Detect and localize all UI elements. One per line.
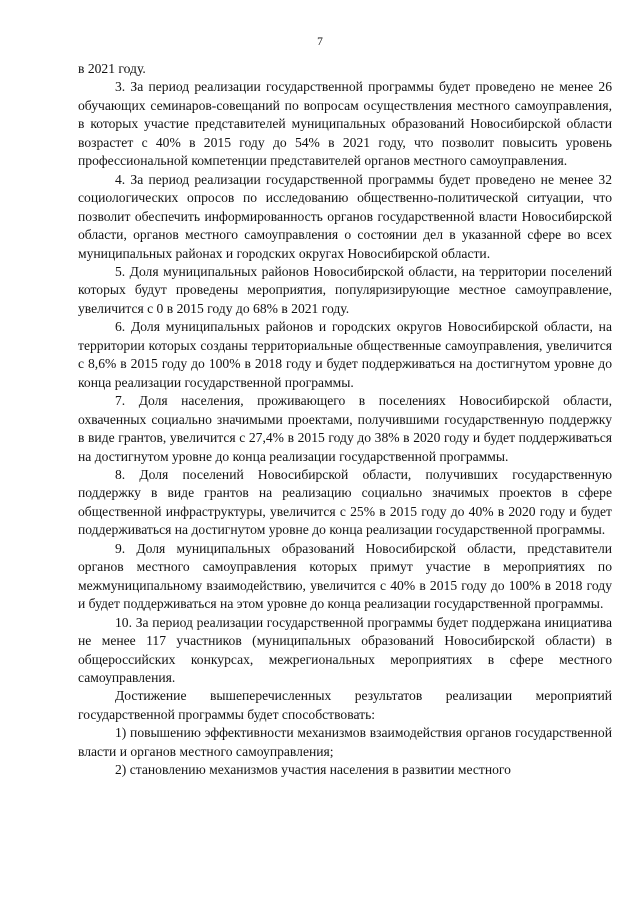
document-body [78, 60, 612, 780]
paragraph-item-3: 3. За период реализации государственной программы будет проведено не менее 26 обучающих семинаров-совещаний по вопросам осуществления местного самоуправления, в которых участие представителей муниципальных образований Новосибирской области возрастет с 40% в 2015 году до 54% в 2021 году, что позволит повысить уровень профессиональной компетенции представителей органов местного самоуправления. [78, 79, 612, 169]
paragraph-item-9: 9. Доля муниципальных образований Новосибирской области, представители органов местного самоуправления которых примут участие в мероприятиях по межмуниципальному взаимодействию, увеличится с 40% в 2015 году до 100% в 2018 году и будет поддерживаться на этом уровне до конца реализации государственной программы. [78, 540, 612, 612]
paragraph-item-10: 10. За период реализации государственной программы будет поддержана инициатива не менее 117 участников (муниципальных образований Новосибирской области) в общероссийских конкурсах, межрегиональных мероприятиях в сфере местного самоуправления. [78, 614, 612, 685]
paragraph-item-5: 5. Доля муниципальных районов Новосибирской области, на территории поселений которых будут проведены мероприятия, популяризирующие местное самоуправление, увеличится с 0 в 2015 году до 68% в 2021 году. [78, 263, 612, 316]
paragraph-list-item-1: 1) повышению эффективности механизмов взаимодействия органов государственной власти и органов местного самоуправления; [78, 725, 612, 759]
paragraph-item-6: 6. Доля муниципальных районов и городских округов Новосибирской области, на территории которых созданы территориальные общественные самоуправления, увеличится с 8,6% в 2015 году до 100% в 2018 году и будет поддерживаться на достигнутом уровне до конца реализации государственной программы. [78, 319, 612, 390]
paragraph-continuation: в 2021 году. [78, 61, 146, 76]
paragraph-item-8: 8. Доля поселений Новосибирской области, получивших государственную поддержку в виде грантов на реализацию социально значимых проектов в сфере общественной инфраструктуры, увеличится с 25% в 2015 году до 40% в 2020 году и будет поддерживаться на достигнутом уровне до конца реализации государственной программы. [78, 466, 612, 538]
paragraph-item-7: 7. Доля населения, проживающего в поселениях Новосибирской области, охваченных социально значимыми проектами, получившими государственную поддержку в виде грантов, увеличится с 27,4% в 2015 году до 38% в 2020 году и будет поддерживаться на достигнутом уровне до конца реализации государственной программы. [78, 393, 612, 464]
paragraph-summary-intro: Достижение вышеперечисленных результатов реализации мероприятий государственной программы будет способствовать: [78, 688, 612, 722]
paragraph-list-item-2: 2) становлению механизмов участия населения в развитии местного [115, 762, 511, 778]
page-number: 7 [317, 36, 323, 48]
paragraph-item-4: 4. За период реализации государственной программы будет проведено не менее 32 социологических опросов по исследованию общественно-политической ситуации, что позволит обеспечить информированность органов государственной власти Новосибирской области, органов местного самоуправления о состоянии дел в указанной сфере во всех муниципальных районах и городских округах Новосибирской области. [78, 171, 612, 261]
